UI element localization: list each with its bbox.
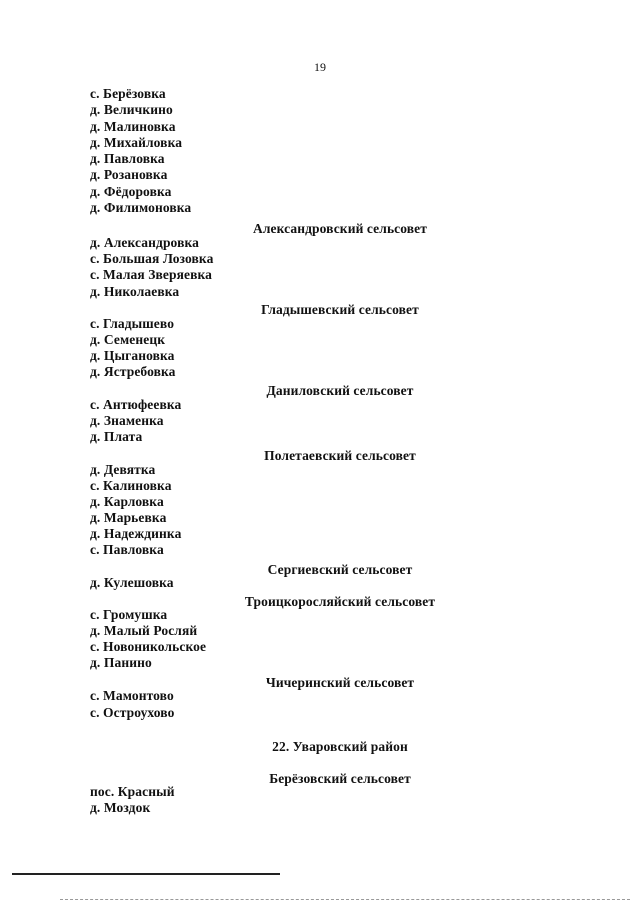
settlement-item: с. Большая Лозовка [90, 251, 214, 266]
settlement-item: д. Михайловка [90, 135, 183, 150]
selsovet-heading: Гладышевский сельсовет [261, 302, 419, 317]
settlement-item: с. Громушка [90, 607, 168, 622]
selsovet-heading: Полетаевский сельсовет [264, 448, 416, 463]
selsovet-heading: Троицкоросляйский сельсовет [244, 594, 436, 609]
settlement-item: с. Берёзовка [90, 86, 166, 101]
settlement-item: д. Николаевка [90, 284, 180, 299]
settlement-item: пос. Красный [90, 784, 175, 799]
selsovet-heading: Сергиевский сельсовет [267, 562, 413, 577]
settlement-item: д. Семенецк [90, 332, 166, 347]
page-number: 19 [314, 60, 326, 74]
settlement-item: с. Антюфеевка [90, 397, 182, 412]
settlement-item: с. Павловка [90, 542, 164, 557]
scan-artifact-line [60, 899, 630, 902]
settlement-item: с. Малая Зверяевка [90, 267, 212, 282]
settlement-item: д. Павловка [90, 151, 165, 166]
settlement-item: д. Надеждинка [90, 526, 182, 541]
settlement-item: д. Знаменка [90, 413, 164, 428]
settlement-item: д. Кулешовка [90, 575, 174, 590]
settlement-item: д. Величкино [90, 102, 173, 117]
settlement-item: д. Карловка [90, 494, 164, 509]
settlement-item: д. Малиновка [90, 119, 176, 134]
settlement-item: д. Александровка [90, 235, 199, 250]
settlement-item: д. Малый Росляй [90, 623, 198, 638]
settlement-item: с. Остроухово [90, 705, 175, 720]
settlement-item: д. Плата [90, 429, 143, 444]
settlement-item: д. Марьевка [90, 510, 167, 525]
selsovet-heading: Даниловский сельсовет [266, 383, 414, 398]
settlement-item: с. Мамонтово [90, 688, 174, 703]
settlement-item: с. Новоникольское [90, 639, 207, 654]
settlement-item: д. Девятка [90, 462, 156, 477]
district-heading: 22. Уваровский район [272, 739, 408, 754]
selsovet-heading: Александровский сельсовет [252, 221, 428, 236]
settlement-item: д. Цыгановка [90, 348, 175, 363]
settlement-item: д. Фёдоровка [90, 184, 172, 199]
settlement-item: д. Ястребовка [90, 364, 176, 379]
selsovet-heading: Берёзовский сельсовет [269, 771, 411, 786]
selsovet-heading: Чичеринский сельсовет [265, 675, 415, 690]
settlement-item: с. Гладышево [90, 316, 175, 331]
settlement-item: д. Филимоновка [90, 200, 192, 215]
settlement-item: с. Калиновка [90, 478, 172, 493]
footnote-divider [12, 873, 280, 875]
settlement-item: д. Моздок [90, 800, 151, 815]
settlement-item: д. Панино [90, 655, 152, 670]
settlement-item: д. Розановка [90, 167, 168, 182]
